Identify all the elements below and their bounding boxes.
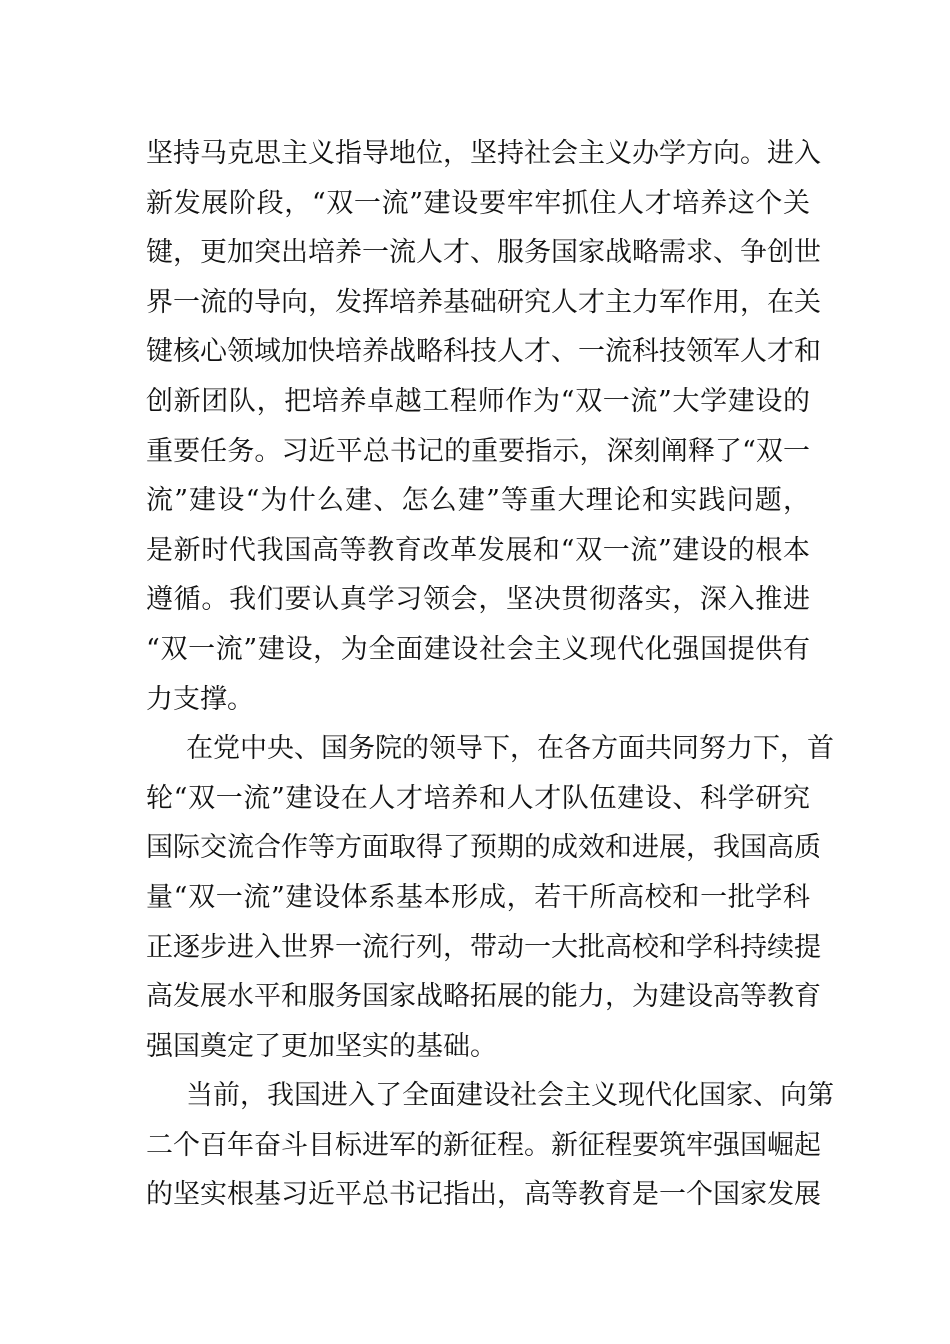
text-line: 强国奠定了更加坚实的基础。 — [146, 1030, 497, 1062]
text-line: 键，更加突出培养一流人才、服务国家战略需求、争创世 — [146, 237, 821, 269]
text-line: 高发展水平和服务国家战略拓展的能力，为建设高等教育 — [146, 981, 821, 1013]
text-line: 坚持马克思主义指导地位，坚持社会主义办学方向。进入 — [146, 138, 821, 169]
text-line: 力支撑。 — [146, 683, 254, 715]
paragraph-2 — [146, 724, 834, 1071]
document-body — [146, 129, 834, 1220]
text-line: 遵循。我们要认真学习领会，坚决贯彻落实，深入推进 — [146, 584, 810, 616]
text-line: 键核心领域加快培养战略科技人才、一流科技领军人才和 — [146, 336, 821, 368]
text-line: 创新团队，把培养卓越工程师作为“双一流”大学建设的 — [146, 385, 810, 417]
text-line: 在党中央、国务院的领导下，在各方面共同努力下，首 — [186, 733, 834, 765]
paragraph-3 — [146, 1071, 834, 1220]
text-line: 国际交流合作等方面取得了预期的成效和进展，我国高质 — [146, 832, 821, 864]
text-line: 界一流的导向，发挥培养基础研究人才主力军作用，在关 — [146, 286, 821, 318]
text-line: 流”建设“为什么建、怎么建”等重大理论和实践问题， — [146, 485, 810, 517]
text-line: 正逐步进入世界一流行列，带动一大批高校和学科持续提 — [146, 931, 821, 963]
paragraph-1 — [146, 129, 821, 724]
text-line: 量“双一流”建设体系基本形成，若干所高校和一批学科 — [146, 881, 810, 913]
text-line: 轮“双一流”建设在人才培养和人才队伍建设、科学研究 — [146, 782, 810, 814]
text-line: 新发展阶段，“双一流”建设要牢牢抓住人才培养这个关 — [146, 187, 810, 219]
text-line: 的坚实根基习近平总书记指出，高等教育是一个国家发展 — [146, 1179, 821, 1211]
text-line: 是新时代我国高等教育改革发展和“双一流”建设的根本 — [146, 534, 810, 566]
text-line: 当前，我国进入了全面建设社会主义现代化国家、向第 — [186, 1080, 834, 1112]
text-line: “双一流”建设，为全面建设社会主义现代化强国提供有 — [146, 633, 810, 665]
text-line: 重要任务。习近平总书记的重要指示，深刻阐释了“双一 — [146, 435, 810, 467]
text-line: 二个百年奋斗目标进军的新征程。新征程要筑牢强国崛起 — [146, 1129, 821, 1161]
